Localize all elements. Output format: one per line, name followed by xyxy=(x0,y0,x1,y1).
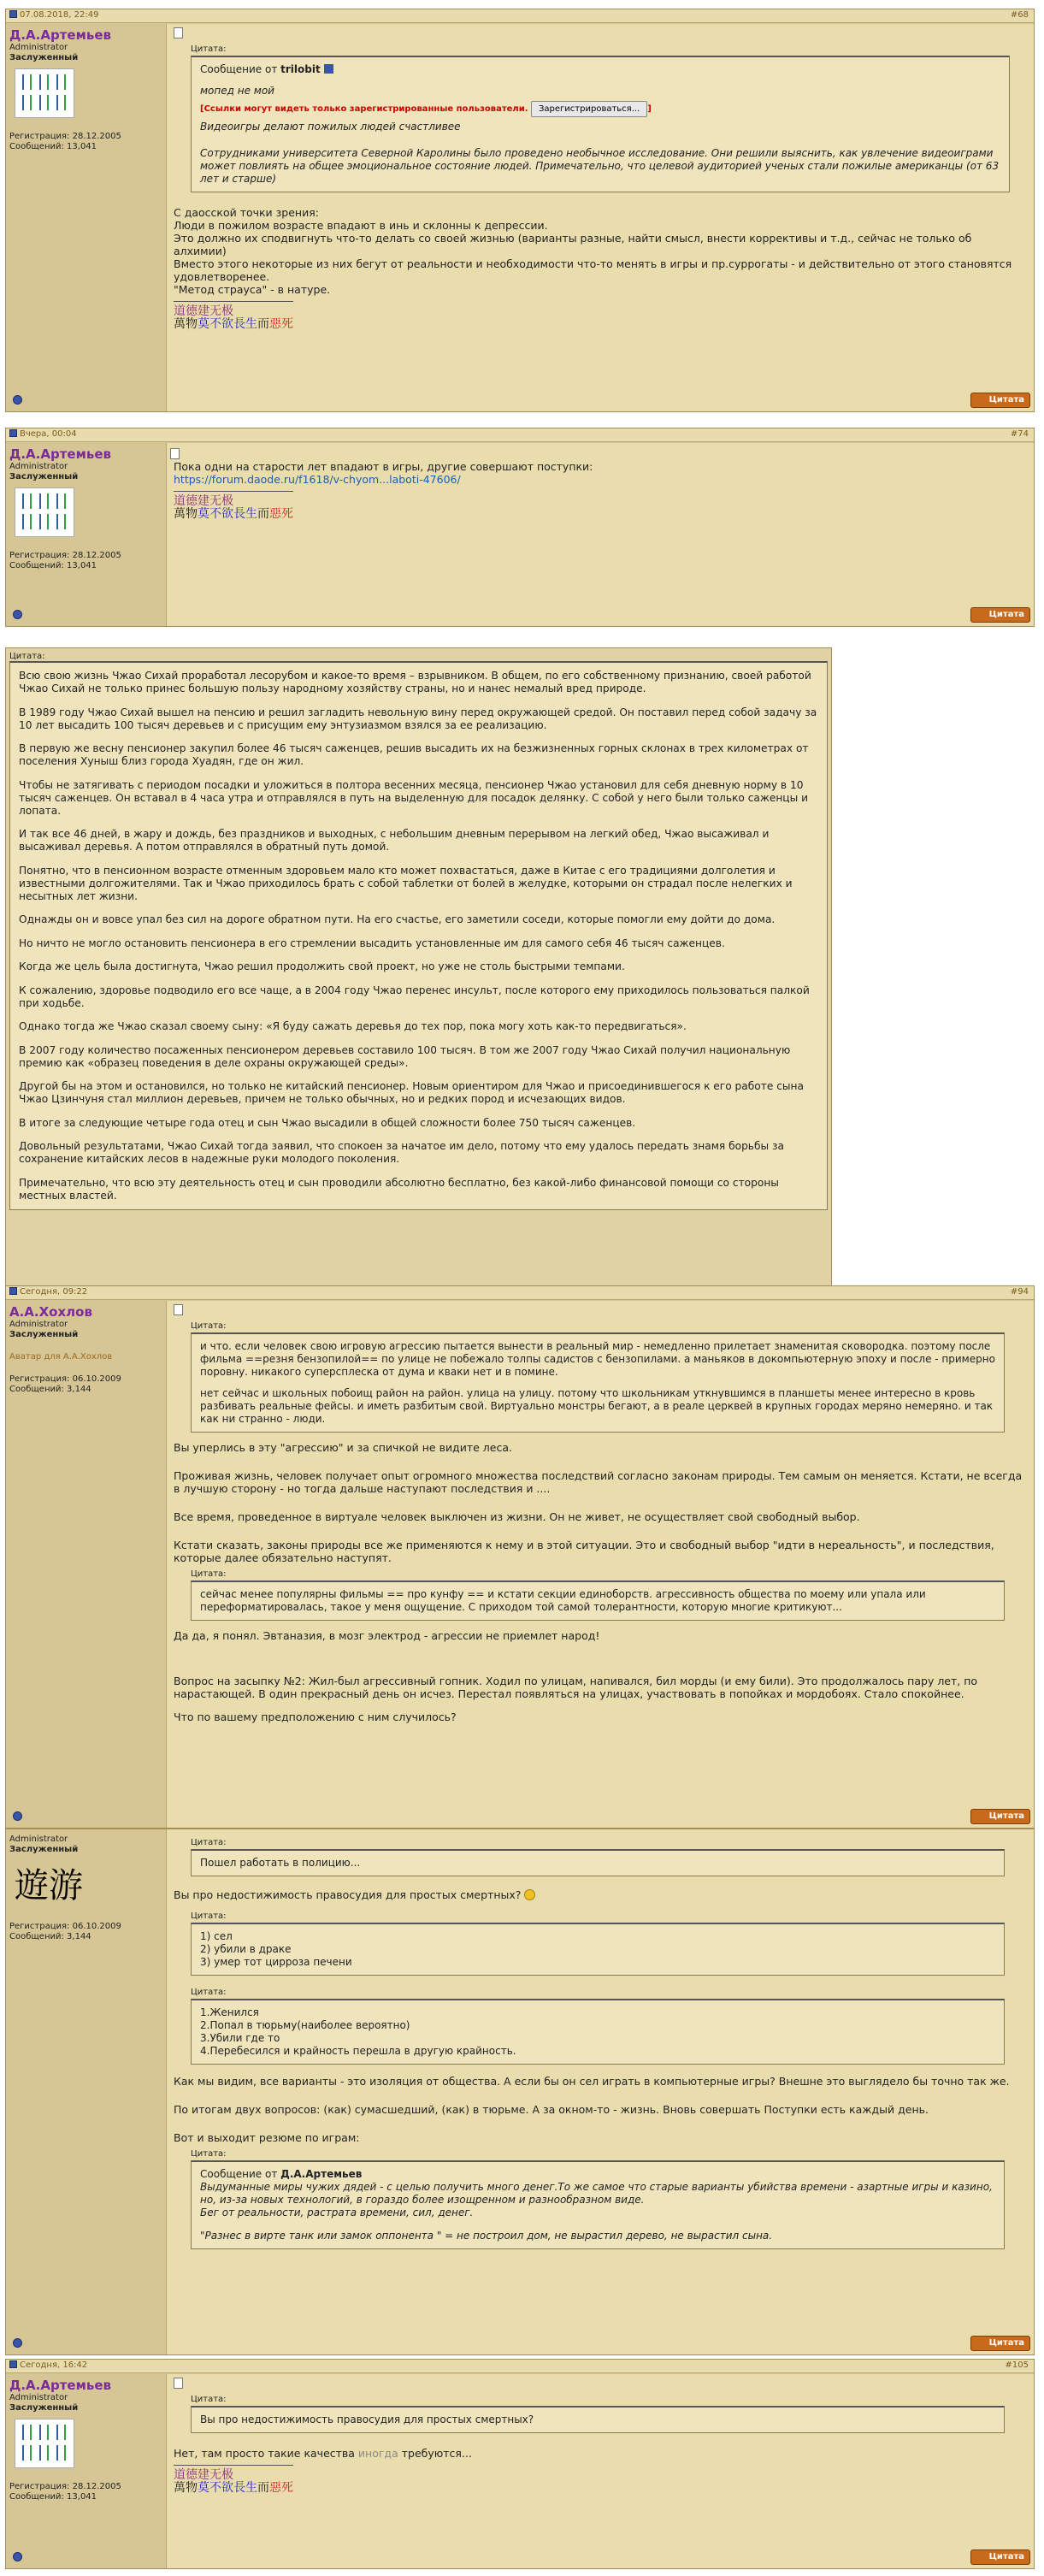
signature-line1: 道德建无极 xyxy=(174,494,233,508)
quote-label: Цитата: xyxy=(191,1321,227,1331)
quote-text: и что. если человек свою игровую агрессию пытается вынести в реальный мир - немедленно прилетает знаменитая сковородка. поэтому после фильма ==резня бензопилой== по улице не побежало толпы садистов с бензопилами. а маньяков в докомпьютерную эпоху и после - примерно поровну. никакого суперсплеска от дума и кваки нет и в помине. xyxy=(200,1340,995,1378)
post-date: Сегодня, 16:42 xyxy=(20,2360,88,2370)
avatar[interactable] xyxy=(15,487,74,537)
online-status-icon[interactable] xyxy=(13,2552,22,2561)
avatar[interactable] xyxy=(15,2419,74,2468)
quote-list-item: 2) убили в драке xyxy=(200,1943,292,1955)
post-number[interactable]: #74 xyxy=(1010,429,1029,439)
post-icon xyxy=(174,1304,183,1315)
quote-button[interactable]: Цитата xyxy=(970,2549,1030,2565)
post-text xyxy=(174,2447,1027,2460)
quote-list-item: 3) умер тот цирроза печени xyxy=(200,1956,352,1968)
quote xyxy=(191,1923,1005,1976)
quote-list-item: 2.Попал в тюрьму(наиболее вероятно) xyxy=(200,2019,410,2031)
post-text-part: требуются... xyxy=(398,2447,472,2460)
post-number[interactable]: #94 xyxy=(1010,1287,1029,1297)
post-icon xyxy=(9,10,17,18)
post-icon xyxy=(9,2360,17,2368)
post-content xyxy=(166,24,1034,411)
quote xyxy=(9,661,828,1210)
quote-text: нет сейчас и школьных побоищ район на район. улица на улицу. потому что школьникам уткнувшимся в планшеты менее интересно в кровь разбивать реальные фейсы. и иметь разбитым свой. Виртуально монстры бегают, а в реале церквей в крупных городах меряно немеряно. и так как ни странно - люди. xyxy=(200,1387,994,1425)
username[interactable]: А.А.Хохлов xyxy=(9,1304,92,1320)
post-content xyxy=(166,443,1034,626)
post-105 xyxy=(5,2359,1035,2569)
quote-author: trilobit xyxy=(280,63,321,75)
quote-text: Бег от реальности, растрата времени, сил, денег. xyxy=(200,2207,474,2219)
signature-line1: 道德建无极 xyxy=(174,2468,233,2482)
user-reg: Регистрация: 28.12.2005 xyxy=(9,132,121,141)
sig-part: 惡死 xyxy=(269,2481,293,2495)
quote-label: Цитата: xyxy=(191,1911,227,1921)
user-info xyxy=(6,2374,165,2506)
post-text: С даосской точки зрения: xyxy=(174,206,319,219)
quote-label: Цитата: xyxy=(191,1838,227,1847)
post-header xyxy=(6,1286,1034,1300)
post-text: Что по вашему предположению с ним случилось? xyxy=(174,1710,457,1723)
user-title: Administrator xyxy=(9,2393,68,2402)
quote-text: Сотрудниками университета Северной Каролины было проведено необычное исследование. Они решили выяснить, как увлечение видеоиграми может повлиять на общее эмоциональное состояние людей. Примечательно, что целевой аудиторией ученых стали пожилые американцы (от 63 лет и старше) xyxy=(200,147,1000,185)
post-text: Вот и выходит резюме по играм: xyxy=(174,2131,360,2144)
user-rank: Заслуженный xyxy=(9,53,79,62)
post-icon xyxy=(9,429,17,437)
user-info xyxy=(6,1831,165,1946)
quote-label: Цитата: xyxy=(191,2149,227,2159)
quote-paragraph: Примечательно, что всю эту деятельность отец и сын проводили абсолютно бесплатно, без какой-либо финансовой помощи со стороны местных властей. xyxy=(19,1176,779,1202)
post-text: Вместо этого некоторые из них бегут от реальности и необходимости что-то менять в игры и пр.суррогаты - и действительно от этого становятся удовлетворенее. xyxy=(174,257,1012,283)
post-text: Да да, я понял. Эвтаназия, в мозг электрод - агрессии не приемлет народ! xyxy=(174,1629,600,1642)
username[interactable]: Д.А.Артемьев xyxy=(9,2378,111,2393)
post-text xyxy=(174,1888,1027,1901)
avatar[interactable]: 遊游 xyxy=(15,1866,83,1905)
user-info xyxy=(6,443,165,575)
post-content xyxy=(166,2374,1034,2568)
signature-separator xyxy=(174,2465,293,2466)
quote-prefix: Сообщение от xyxy=(200,63,281,75)
post-74 xyxy=(5,428,1035,627)
post-icon xyxy=(170,448,180,459)
post-text: Как мы видим, все варианты - это изоляция от общества. А если бы он сел играть в компьютерные игры? Внешне это выглядело бы точно так же. xyxy=(174,2075,1010,2088)
user-reg: Регистрация: 28.12.2005 xyxy=(9,551,121,560)
sig-part: 莫不欲長生 xyxy=(198,2481,257,2495)
post-68 xyxy=(5,9,1035,412)
quote-author: Д.А.Артемьев xyxy=(280,2168,363,2180)
post-text: Это должно их сподвигнуть что-то делать со своей жизнью (варианты разные, найти смысл, внести коррективы и т.д., сейчас не только об алхимии) xyxy=(174,232,972,257)
user-rank: Заслуженный xyxy=(9,1330,79,1339)
quote-paragraph: Чтобы не затягивать с периодом посадки и уложиться в полтора весенних месяца, пенсионер Чжао установил для себя дневную норму в 10 тысяч саженцев. Он вставал в 4 часа утра и отправлялся в путь на выделенную для посадок делянку. С собой у него были только саженцы и лопата. xyxy=(19,778,809,817)
sig-part: 萬物 xyxy=(174,2481,198,2495)
online-status-icon[interactable] xyxy=(13,2338,22,2348)
quote-text: мопед не мой xyxy=(200,85,274,97)
quote-list-item: 4.Перебесился и крайность перешла в другую крайность. xyxy=(200,2045,516,2057)
sig-part: 惡死 xyxy=(269,507,293,521)
avatar[interactable] xyxy=(15,68,74,118)
post-continuation xyxy=(5,1829,1035,2355)
quote xyxy=(191,1332,1005,1433)
user-rank: Заслуженный xyxy=(9,2403,79,2413)
quote-text: Вы про недостижимость правосудия для простых смертных? xyxy=(200,2414,534,2425)
post-date: Вчера, 00:04 xyxy=(20,429,77,439)
user-msgs: Сообщений: 13,041 xyxy=(9,561,97,570)
signature-line2 xyxy=(174,318,1027,331)
user-title: Administrator xyxy=(9,462,68,471)
quote-paragraph: Однако тогда же Чжао сказал своему сыну: «Я буду сажать деревья до тех пор, пока могу хоть как-то передвигаться». xyxy=(19,1020,687,1032)
user-title: Administrator xyxy=(9,1835,68,1844)
user-msgs: Сообщений: 3,144 xyxy=(9,1385,91,1394)
user-info xyxy=(6,24,165,156)
thread-link[interactable]: https://forum.daode.ru/f1618/v-chyom...laboti-47606/ xyxy=(174,473,461,486)
sig-part: 莫不欲長生 xyxy=(198,317,257,331)
sig-part: 莫不欲長生 xyxy=(198,507,257,521)
quote xyxy=(191,1999,1005,2065)
quote-button[interactable]: Цитата xyxy=(970,1809,1030,1824)
user-rank: Заслуженный xyxy=(9,472,79,482)
post-text: Вопрос на засыпку №2: Жил-был агрессивный гопник. Ходил по улицам, напивался, бил морды (и ему били). Это продолжалось пару лет, по нарастающей. В один прекрасный день он исчез. Перестал появляться на улицах, участвовать в попойках и мордобоях. Стало спокойнее. xyxy=(174,1675,978,1700)
signature-line2 xyxy=(174,2482,1027,2495)
quote-list-item: 3.Убили где то xyxy=(200,2032,280,2044)
quote-paragraph: Однажды он и вовсе упал без сил на дороге обратном пути. На его счастье, его заметили соседи, которые помогли ему дойти до дома. xyxy=(19,913,776,925)
smile-icon xyxy=(524,1889,535,1900)
user-reg: Регистрация: 06.10.2009 xyxy=(9,1922,121,1931)
quote-label: Цитата: xyxy=(9,652,45,661)
post-text-part: Вы про недостижимость правосудия для простых смертных? xyxy=(174,1888,522,1901)
post-header xyxy=(6,2360,1034,2373)
post-icon xyxy=(174,2378,183,2389)
quote-label: Цитата: xyxy=(191,1988,227,1997)
sig-part: 惡死 xyxy=(269,317,293,331)
post-text: Проживая жизнь, человек получает опыт огромного множества последствий согласно законам природы. Тем самым он меняется. Кстати, не всегда в лучшую сторону - но тогда дальше наступают последствия и .... xyxy=(174,1469,1023,1495)
user-msgs: Сообщений: 3,144 xyxy=(9,1932,91,1941)
post-text: "Метод страуса" - в натуре. xyxy=(174,283,331,296)
user-info xyxy=(6,1301,165,1398)
quote xyxy=(191,2160,1005,2249)
post-text: Вы уперлись в эту "агрессию" и за спичкой не видите леса. xyxy=(174,1441,512,1454)
post-text: Пока одни на старости лет впадают в игры, другие совершают поступки: xyxy=(174,460,593,473)
quote-text: "Разнес в вирте танк или замок оппонента " = не построил дом, не вырастил дерево, не вырастил сына. xyxy=(200,2230,773,2242)
post-text-part: иногда xyxy=(357,2447,398,2460)
post-text: Люди в пожилом возрасте впадают в инь и склонны к депрессии. xyxy=(174,219,548,232)
user-title: Administrator xyxy=(9,1320,68,1329)
signature-line2 xyxy=(174,508,1027,521)
online-status-icon[interactable] xyxy=(13,395,22,405)
user-rank: Заслуженный xyxy=(9,1845,79,1854)
quote-paragraph: Когда же цель была достигнута, Чжао решил продолжить свой проект, но уже не столь быстрыми темпами. xyxy=(19,960,625,972)
post-content xyxy=(166,1301,1034,1828)
quote-paragraph: К сожалению, здоровье подводило его все чаще, а в 2004 году Чжао перенес инсульт, после которого ему приходилось пользоваться палкой при ходьбе. xyxy=(19,984,810,1009)
sig-part: 萬物 xyxy=(174,507,198,521)
sig-part: 而 xyxy=(257,317,269,331)
quote-label: Цитата: xyxy=(191,2395,227,2404)
sig-part: 而 xyxy=(257,2481,269,2495)
view-post-icon[interactable] xyxy=(324,64,333,74)
hidden-link-notice: [Ссылки могут видеть только зарегистрированные пользователи. xyxy=(200,104,528,114)
quote-label: Цитата: xyxy=(191,1569,227,1579)
sig-part: 而 xyxy=(257,507,269,521)
quote-paragraph: В итоге за следующие четыре года отец и сын Чжао высадили в общей сложности более 750 тысяч саженцев. xyxy=(19,1116,636,1129)
quoted-article xyxy=(5,647,832,1287)
signature-separator xyxy=(174,491,293,492)
post-content xyxy=(166,1829,1034,2354)
quote-prefix: Сообщение от xyxy=(200,2168,281,2180)
post-number[interactable]: #68 xyxy=(1010,10,1029,20)
quote xyxy=(191,56,1010,192)
post-icon xyxy=(174,27,183,38)
avatar-alt[interactable]: Аватар для А.А.Хохлов xyxy=(9,1352,113,1362)
quote-paragraph: В 2007 году количество посаженных пенсионером деревьев составило 100 тысяч. В том же 2007 году Чжао Сихай получил национальную премию как «образец поведения в деле охраны окружающей среды». xyxy=(19,1043,791,1069)
signature-line1: 道德建无极 xyxy=(174,304,233,318)
signature-separator xyxy=(174,301,293,302)
post-icon xyxy=(9,1287,17,1295)
quote-paragraph: В 1989 году Чжао Сихай вышел на пенсию и решил загладить невольную вину перед окружающей средой. Он поставил перед собой задачу за 10 лет высадить 100 тысяч деревьев и с присущим ему энтузиазмом взялся за ее реализацию. xyxy=(19,706,817,731)
post-date: 07.08.2018, 22:49 xyxy=(20,10,99,20)
user-reg: Регистрация: 28.12.2005 xyxy=(9,2482,121,2491)
post-text: По итогам двух вопросов: (как) сумасшедший, (как) в тюрьме. А за окном-то - жизнь. Вновь совершать Поступки есть каждый день. xyxy=(174,2103,929,2116)
quote-text: Пошел работать в полицию... xyxy=(200,1857,361,1869)
online-status-icon[interactable] xyxy=(13,610,22,619)
quote xyxy=(191,2406,1005,2433)
post-text: Кстати сказать, законы природы все же применяются к нему и в этой ситуации. Это и свободный выбор "идти в нереальность", и последствия, которые далее обязательно наступят. xyxy=(174,1539,994,1564)
quote-paragraph: Довольный результатами, Чжао Сихай тогда заявил, что спокоен за начатое им дело, потому что ему удалось передать знамя борьбы за сохранение китайских лесов в надежные руки молодого поколения. xyxy=(19,1140,784,1165)
username[interactable]: Д.А.Артемьев xyxy=(9,446,111,462)
post-header xyxy=(6,428,1034,442)
post-header xyxy=(6,9,1034,23)
post-number[interactable]: #105 xyxy=(1005,2360,1029,2370)
user-msgs: Сообщений: 13,041 xyxy=(9,2492,97,2502)
quote-text: Выдуманные миры чужих дядей - с целью получить много денег.То же самое что старые варианты убийства времени - азартные игры и казино, но, из-за новых технологий, в гораздо более изощренном и разнообразном виде. xyxy=(200,2181,993,2206)
post-94 xyxy=(5,1285,1035,1829)
quote-button[interactable]: Цитата xyxy=(970,393,1030,408)
quote-paragraph: И так все 46 дней, в жару и дождь, без праздников и выходных, с небольшим дневным перерывом на легкий обед, Чжао высаживал и высаживал деревья. А потом отправлялся в обратный путь домой. xyxy=(19,828,770,853)
user-title: Administrator xyxy=(9,43,68,52)
quote-paragraph: Понятно, что в пенсионном возрасте отменным здоровьем мало кто может похвастаться, даже в Китае с его традициями долголетия и известными долгожителями. Так и Чжао приходилось брать с собой таблетки от болей в желудке, которыми он страдал после нелегких и несытных лет жизни. xyxy=(19,864,793,902)
quote-text: Видеоигры делают пожилых людей счастливее xyxy=(200,121,461,133)
quote-paragraph: Но ничто не могло остановить пенсионера в его стремлении высадить установленные им для самого себя 46 тысяч саженцев. xyxy=(19,936,725,949)
user-reg: Регистрация: 06.10.2009 xyxy=(9,1374,121,1384)
quote-button[interactable]: Цитата xyxy=(970,607,1030,623)
quote-button[interactable]: Цитата xyxy=(970,2336,1030,2351)
hidden-link-end: ] xyxy=(647,104,652,114)
sig-part: 萬物 xyxy=(174,317,198,331)
username[interactable]: Д.А.Артемьев xyxy=(9,27,111,43)
quote-paragraph: Другой бы на этом и остановился, но только не китайский пенсионер. Новым ориентиром для Чжао и присоединившегося к его работе сына Чжао Цзинчуня стал миллион деревьев, причем не только обычных, но и редких пород и исчезающих видов. xyxy=(19,1080,804,1105)
quote-paragraph: Всю свою жизнь Чжао Сихай проработал лесорубом и какое-то время – взрывником. В общем, по его собственному признанию, своей работой Чжао Сихай не только принес большую пользу народному хозяйству страны, но и нанес немалый вред природе. xyxy=(19,670,811,694)
quote-paragraph: В первую же весну пенсионер закупил более 46 тысяч саженцев, решив высадить их на безжизненных горных склонах в трех километрах от поселения Хуныш близ города Хуадян, где он жил. xyxy=(19,742,809,767)
quote-text: сейчас менее популярны фильмы == про кунфу == и кстати секции единоборств. агрессивность общества по моему или упала или переформатировалась, такое у меня ощущение. С приходом той самой толерантности, которую многие критикуют... xyxy=(200,1588,926,1613)
post-text: Все время, проведенное в виртуале человек выключен из жизни. Он не живет, не осуществляет свой свободный выбор. xyxy=(174,1510,860,1523)
post-date: Сегодня, 09:22 xyxy=(20,1287,88,1297)
quote xyxy=(191,1849,1005,1876)
user-msgs: Сообщений: 13,041 xyxy=(9,142,97,151)
register-button[interactable]: Зарегистрироваться... xyxy=(531,101,647,117)
quote xyxy=(191,1580,1005,1621)
quote-label: Цитата: xyxy=(191,44,227,54)
post-text-part: Нет, там просто такие качества xyxy=(174,2447,358,2460)
online-status-icon[interactable] xyxy=(13,1811,22,1821)
quote-list-item: 1) сел xyxy=(200,1930,233,1942)
quote-list-item: 1.Женился xyxy=(200,2006,259,2018)
